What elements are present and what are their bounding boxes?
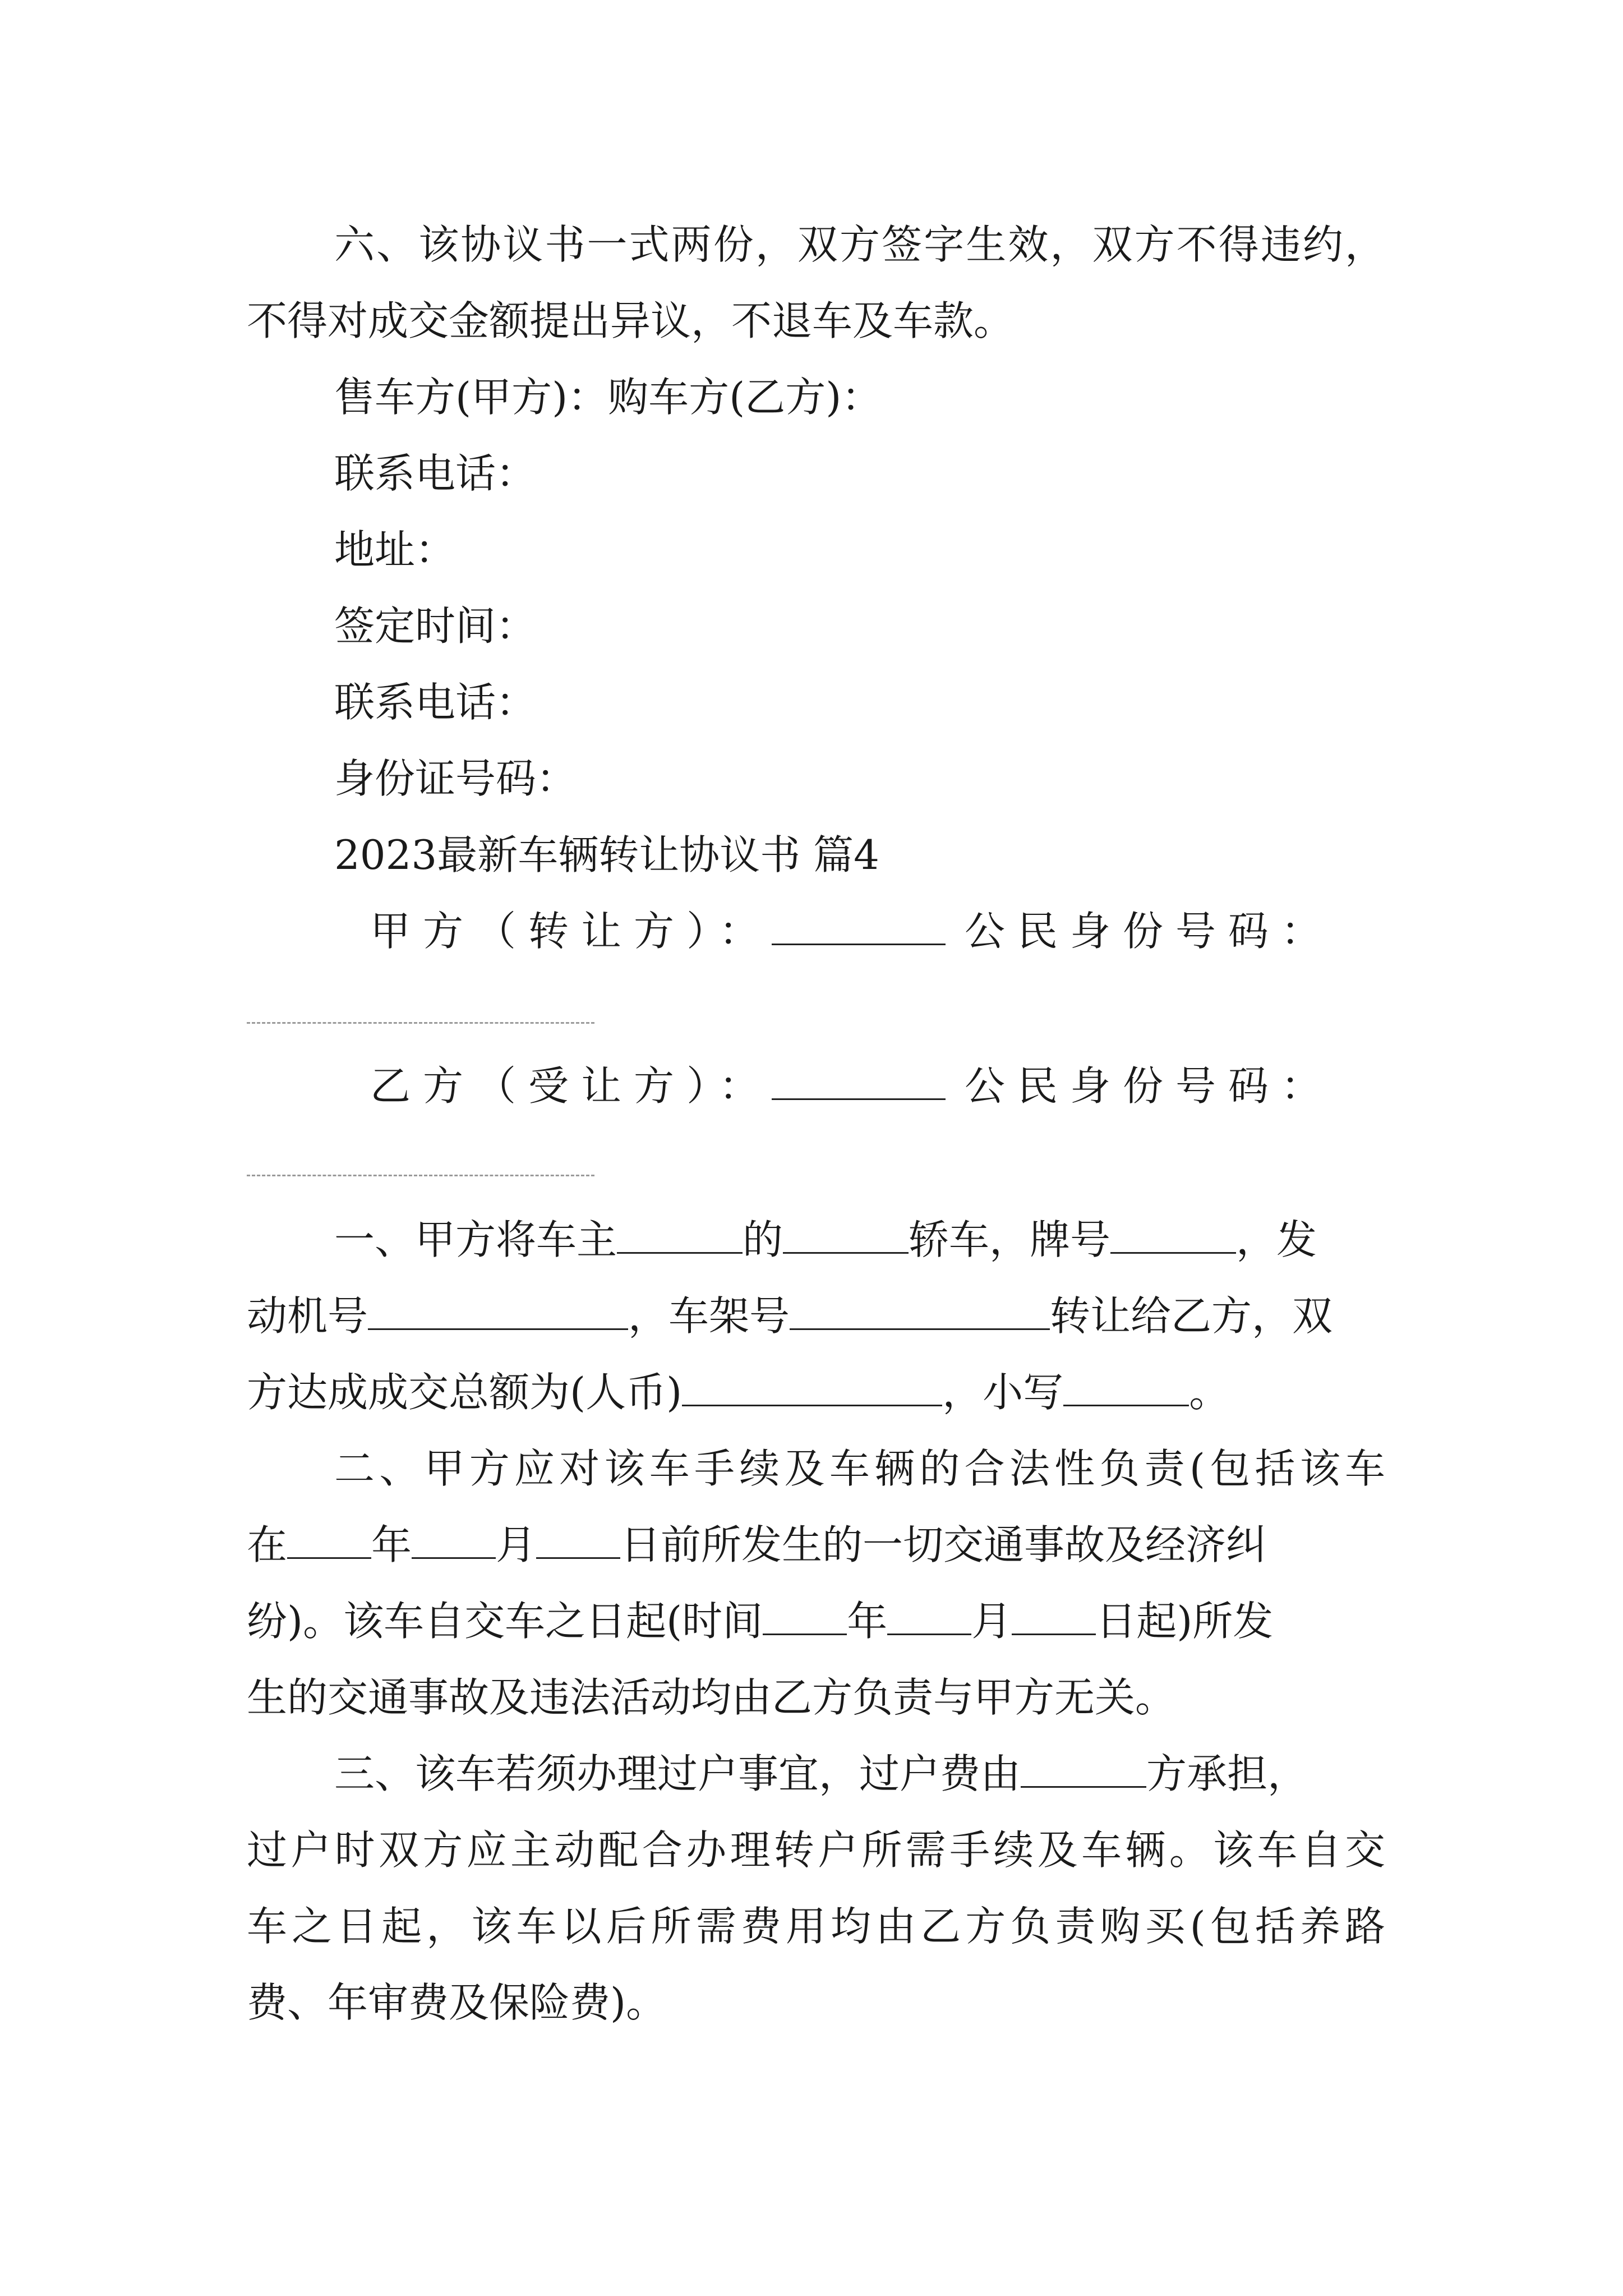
clause3-text: 三、该车若须办理过户事宜，过户费由: [334, 1750, 1021, 1797]
clause3-text: 方承担，: [1146, 1750, 1308, 1797]
clause2-text: 月: [971, 1598, 1012, 1645]
clause1-text: 转让给乙方，双: [1050, 1292, 1333, 1340]
clause2-text: 在: [247, 1521, 288, 1568]
seller-buyer-line: 售车方(甲方)：购车方(乙方)：: [334, 374, 882, 421]
handover-year-blank: [763, 1601, 847, 1635]
clause1-text: ，小写: [942, 1369, 1064, 1416]
day-blank: [536, 1525, 620, 1559]
clause1-line2: [247, 1288, 1385, 1344]
amount-figure-blank: [1063, 1372, 1189, 1406]
id-number-line: 身份证号码：: [334, 755, 577, 802]
clause2-line2: [247, 1517, 1385, 1573]
engine-number-blank: [368, 1296, 628, 1330]
clause2-text: 纷)。该车自交车之日起(时间: [247, 1598, 763, 1645]
phone-line-1: 联系电话：: [334, 450, 537, 497]
clause2-text: 日前所发生的一切交通事故及经济纠: [620, 1521, 1267, 1568]
party-b-label: 乙方（受让方）：: [370, 1062, 772, 1110]
party-b-id-blank: [247, 1175, 594, 1176]
clause1-text: ，车架号: [628, 1292, 790, 1340]
party-a-label: 甲方（转让方）：: [370, 908, 772, 955]
clause2-line1: 二、甲方应对该车手续及车辆的合法性负责(包括该车: [334, 1445, 1385, 1492]
clause2-line4: 生的交通事故及违法活动均由乙方负责与甲方无关。: [247, 1674, 1176, 1721]
car-brand-blank: [783, 1220, 909, 1254]
clause2-text: 日起)所发: [1096, 1598, 1274, 1645]
party-a-id-blank: [247, 1022, 594, 1024]
phone-line-2: 联系电话：: [334, 679, 537, 726]
amount-words-blank: [682, 1372, 942, 1406]
clause3-line4: 费、年审费及保险费)。: [247, 1979, 667, 2026]
clause3-line1: [334, 1746, 1385, 1802]
fee-party-blank: [1021, 1754, 1146, 1788]
clause1-text: 方达成成交总额为(人币): [247, 1369, 683, 1416]
year-blank: [287, 1525, 371, 1559]
party-b-name-blank: [772, 1066, 946, 1100]
sign-date-line: 签定时间：: [334, 602, 537, 650]
owner-blank: [617, 1220, 743, 1254]
party-a-id-label: 公民身份号码：: [965, 908, 1334, 955]
address-line: 地址：: [334, 526, 456, 573]
frame-number-blank: [790, 1296, 1050, 1330]
handover-day-blank: [1012, 1601, 1096, 1635]
party-a-line: [370, 903, 1385, 959]
handover-month-blank: [887, 1601, 971, 1635]
clause1-text: 一、甲方将车主: [334, 1216, 617, 1263]
clause2-text: 年: [847, 1598, 888, 1645]
clause1-text: ，发: [1236, 1216, 1317, 1263]
clause2-text: 月: [496, 1521, 537, 1568]
clause1-line1: [334, 1212, 1385, 1268]
clause3-line3: 车之日起，该车以后所需费用均由乙方负责购买(包括养路: [247, 1903, 1385, 1950]
party-b-line: [370, 1058, 1385, 1114]
clause6-line2: 不得对成交金额提出异议，不退车及车款。: [247, 297, 1015, 344]
plate-number-blank: [1110, 1220, 1236, 1254]
clause1-text: 轿车，牌号: [909, 1216, 1111, 1263]
clause1-text: 的: [743, 1216, 783, 1263]
clause1-text: 。: [1189, 1369, 1230, 1416]
clause1-line3: [247, 1364, 1385, 1420]
clause3-line2: 过户时双方应主动配合办理转户所需手续及车辆。该车自交: [247, 1826, 1385, 1874]
month-blank: [412, 1525, 496, 1559]
clause2-text: 年: [371, 1521, 412, 1568]
party-a-name-blank: [772, 911, 946, 945]
section-heading: 2023最新车辆转让协议书 篇4: [334, 831, 879, 878]
clause1-text: 动机号: [247, 1292, 368, 1340]
clause2-line3: [247, 1593, 1385, 1649]
clause6-line1: 六、该协议书一式两份，双方签字生效，双方不得违约，: [334, 221, 1385, 268]
party-b-id-label: 公民身份号码：: [965, 1062, 1334, 1110]
